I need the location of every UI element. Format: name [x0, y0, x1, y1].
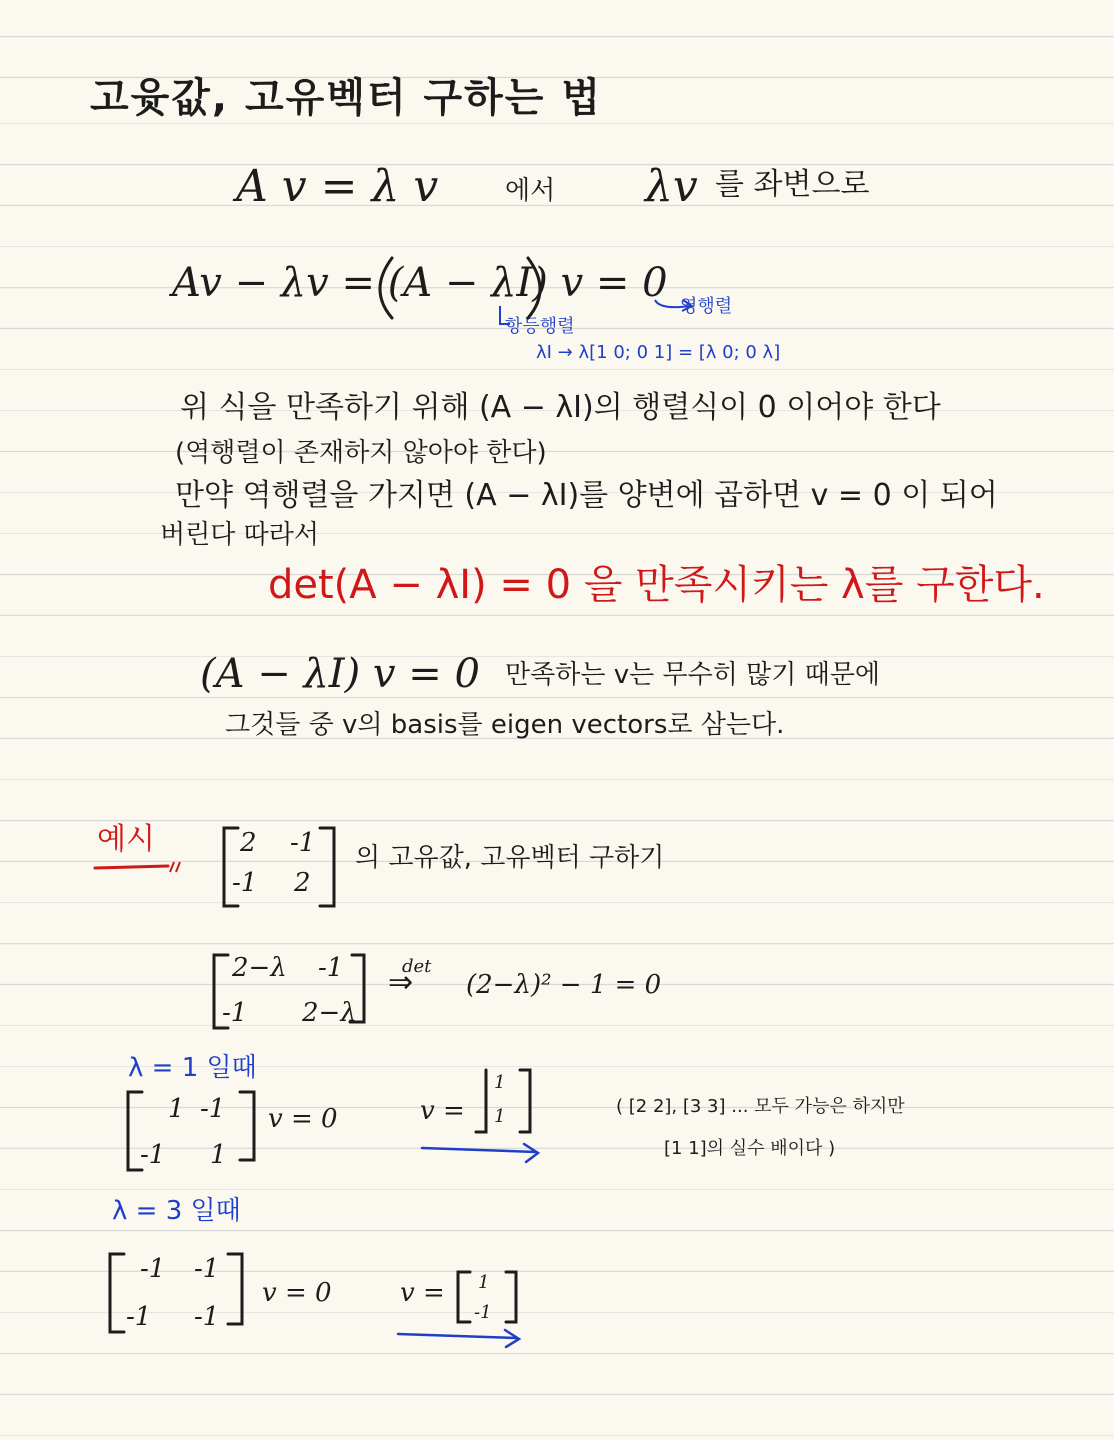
para-line-4: 버린다 따라서	[160, 520, 319, 550]
bracket-right-v3	[506, 1272, 516, 1322]
bracket-right-v1	[520, 1070, 530, 1132]
m-b-22: 2−λ	[302, 998, 357, 1028]
m-d-22: -1	[194, 1302, 220, 1332]
case3-v-label: v =	[400, 1278, 445, 1308]
page-title: 고윳값, 고유벡터 구하는 법	[90, 75, 603, 121]
m-a-21: -1	[232, 868, 258, 898]
m-a-22: 2	[294, 868, 311, 898]
annotation-identity: 항등행렬	[505, 316, 575, 337]
m-b-11: 2−λ	[232, 953, 287, 983]
m-d-11: -1	[140, 1254, 166, 1284]
case1-note-2: [1 1]의 실수 배이다 )	[664, 1138, 836, 1159]
bracket-right-d	[228, 1254, 242, 1324]
bracket-right-a	[320, 828, 334, 906]
example-label: 예시	[97, 822, 155, 857]
case-lambda-3: λ = 3 일때	[112, 1196, 241, 1226]
term-lambda-v: λv	[645, 161, 698, 212]
case3-eq: v = 0	[262, 1278, 332, 1308]
eq-factored: Av − λv = (A − λI) v = 0	[172, 260, 668, 306]
case1-note-1: ( [2 2], [3 3] ... 모두 가능은 하지만	[616, 1096, 905, 1117]
char-polynomial: (2−λ)² − 1 = 0	[466, 970, 662, 1000]
bracket-left-d	[110, 1254, 124, 1332]
annotation-zero-matrix: 영행렬	[680, 296, 733, 317]
v1-bottom: 1	[494, 1106, 506, 1127]
text-eseo: 에서	[505, 176, 556, 206]
det-condition: det(A − λI) = 0 을 만족시키는 λ를 구한다.	[268, 562, 1045, 608]
para-line-2: (역행렬이 존재하지 않아야 한다)	[175, 438, 547, 468]
para-line-1: 위 식을 만족하기 위해 (A − λI)의 행렬식이 0 이어야 한다	[180, 390, 941, 425]
annotation-lambda-i: λI → λ[1 0; 0 1] = [λ 0; 0 λ]	[536, 342, 781, 363]
m-a-12: -1	[290, 828, 316, 858]
eq-av-lambda-v: A v = λ v	[236, 161, 439, 212]
bracket-left-v1	[476, 1070, 486, 1132]
m-d-12: -1	[194, 1254, 220, 1284]
paren-close	[528, 258, 540, 318]
eigvec-eq: (A − λI) v = 0	[200, 651, 480, 697]
example-task: 의 고유값, 고유벡터 구하기	[355, 843, 665, 873]
m-b-12: -1	[318, 953, 344, 983]
case-lambda-1: λ = 1 일때	[128, 1053, 257, 1083]
m-d-21: -1	[126, 1302, 152, 1332]
v3-top: 1	[478, 1272, 490, 1293]
det-label: det	[402, 956, 432, 977]
implies-arrow: ⇒	[388, 965, 414, 1000]
m-b-21: -1	[222, 998, 248, 1028]
eigvec-text-2: 그것들 중 v의 basis를 eigen vectors로 삼는다.	[225, 710, 785, 740]
paren-open	[380, 258, 392, 318]
bracket-right-c	[240, 1092, 254, 1160]
para-line-3: 만약 역행렬을 가지면 (A − λI)를 양변에 곱하면 v = 0 이 되어	[175, 478, 998, 513]
case1-eq: v = 0	[268, 1104, 338, 1134]
case1-v-label: v =	[420, 1096, 465, 1126]
m-c-12: -1	[200, 1094, 226, 1124]
text-move-left: 를 좌변으로	[715, 167, 870, 202]
bracket-left-v3	[458, 1272, 470, 1322]
v3-bottom: -1	[474, 1302, 492, 1323]
m-c-22: 1	[210, 1140, 227, 1170]
m-c-21: -1	[140, 1140, 166, 1170]
eigvec-text-1: 만족하는 v는 무수히 많기 때문에	[505, 660, 880, 690]
m-c-11: 1	[168, 1094, 185, 1124]
m-a-11: 2	[240, 828, 257, 858]
v1-top: 1	[494, 1072, 506, 1093]
